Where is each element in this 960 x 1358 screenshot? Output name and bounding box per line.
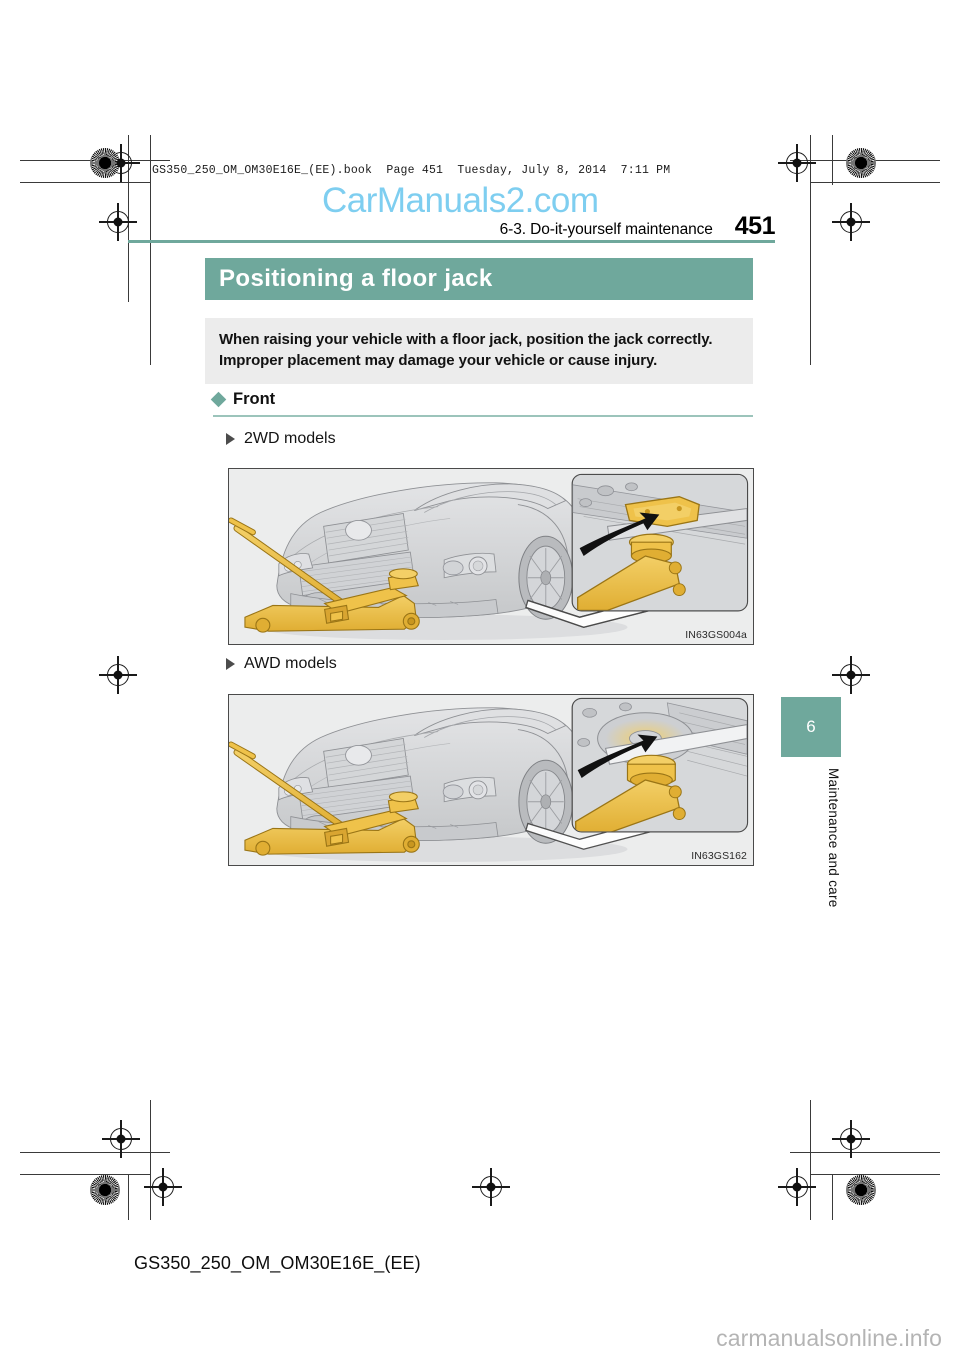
registration-mark — [152, 1176, 174, 1198]
footer-document-code: GS350_250_OM_OM30E16E_(EE) — [134, 1253, 421, 1273]
page-title-label: Positioning a floor jack — [219, 265, 493, 292]
chapter-tab-label: Maintenance and care — [826, 768, 841, 908]
site-watermark-top: CarManuals2.com — [322, 181, 599, 220]
crop-mark — [810, 1174, 940, 1175]
section-divider — [213, 415, 753, 417]
chapter-tab-number: 6 — [781, 697, 841, 757]
print-job-line: GS350_250_OM_OM30E16E_(EE).book Page 451 Tuesday, July 8, 2014 7:11 PM — [152, 164, 671, 177]
color-control-dot — [90, 1175, 120, 1205]
registration-mark — [480, 1176, 502, 1198]
page-number: 451 — [734, 212, 775, 240]
crop-mark — [150, 1100, 151, 1220]
section-heading-label: Front — [233, 390, 276, 408]
triangle-bullet-icon — [226, 433, 235, 445]
notice-line-2: Improper placement may damage your vehicle or cause injury. — [219, 352, 658, 370]
registration-mark — [107, 664, 129, 686]
page-title — [205, 258, 753, 300]
notice-box — [205, 318, 753, 384]
color-control-dot — [90, 148, 120, 178]
figure-code: IN63GS004a — [685, 629, 747, 641]
page-header — [0, 212, 775, 241]
crop-mark — [20, 182, 150, 183]
crop-mark — [810, 1100, 811, 1220]
color-control-dot — [846, 148, 876, 178]
notice-line-1: When raising your vehicle with a floor jack, position the jack correctly. — [219, 331, 713, 348]
registration-mark — [840, 664, 862, 686]
site-watermark-bottom: carmanualsonline.info — [716, 1325, 942, 1351]
breadcrumb: 6-3. Do-it-yourself maintenance — [499, 221, 713, 238]
figure-code: IN63GS162 — [691, 850, 747, 862]
registration-mark — [786, 1176, 808, 1198]
figure-2wd-illustration — [229, 469, 753, 644]
subsection-label: 2WD models — [244, 430, 336, 447]
crop-mark — [790, 1152, 940, 1153]
crop-mark — [20, 1174, 150, 1175]
registration-mark — [786, 152, 808, 174]
triangle-bullet-icon — [226, 658, 235, 670]
figure-awd-floor-jack — [228, 694, 754, 866]
registration-mark — [840, 1128, 862, 1150]
crop-mark — [810, 135, 811, 365]
subsection-heading-2wd — [226, 430, 336, 448]
crop-mark — [128, 1174, 129, 1220]
registration-mark — [110, 1128, 132, 1150]
figure-awd-illustration — [229, 695, 753, 865]
header-divider — [128, 240, 775, 243]
crop-mark — [20, 1152, 170, 1153]
subsection-heading-awd — [226, 655, 337, 673]
diamond-bullet-icon — [211, 392, 227, 408]
subsection-label: AWD models — [244, 655, 337, 672]
crop-mark — [832, 1174, 833, 1220]
crop-mark — [832, 135, 833, 185]
registration-mark — [840, 211, 862, 233]
color-control-dot — [846, 1175, 876, 1205]
section-heading — [213, 390, 753, 417]
figure-2wd-floor-jack — [228, 468, 754, 645]
crop-mark — [810, 182, 940, 183]
